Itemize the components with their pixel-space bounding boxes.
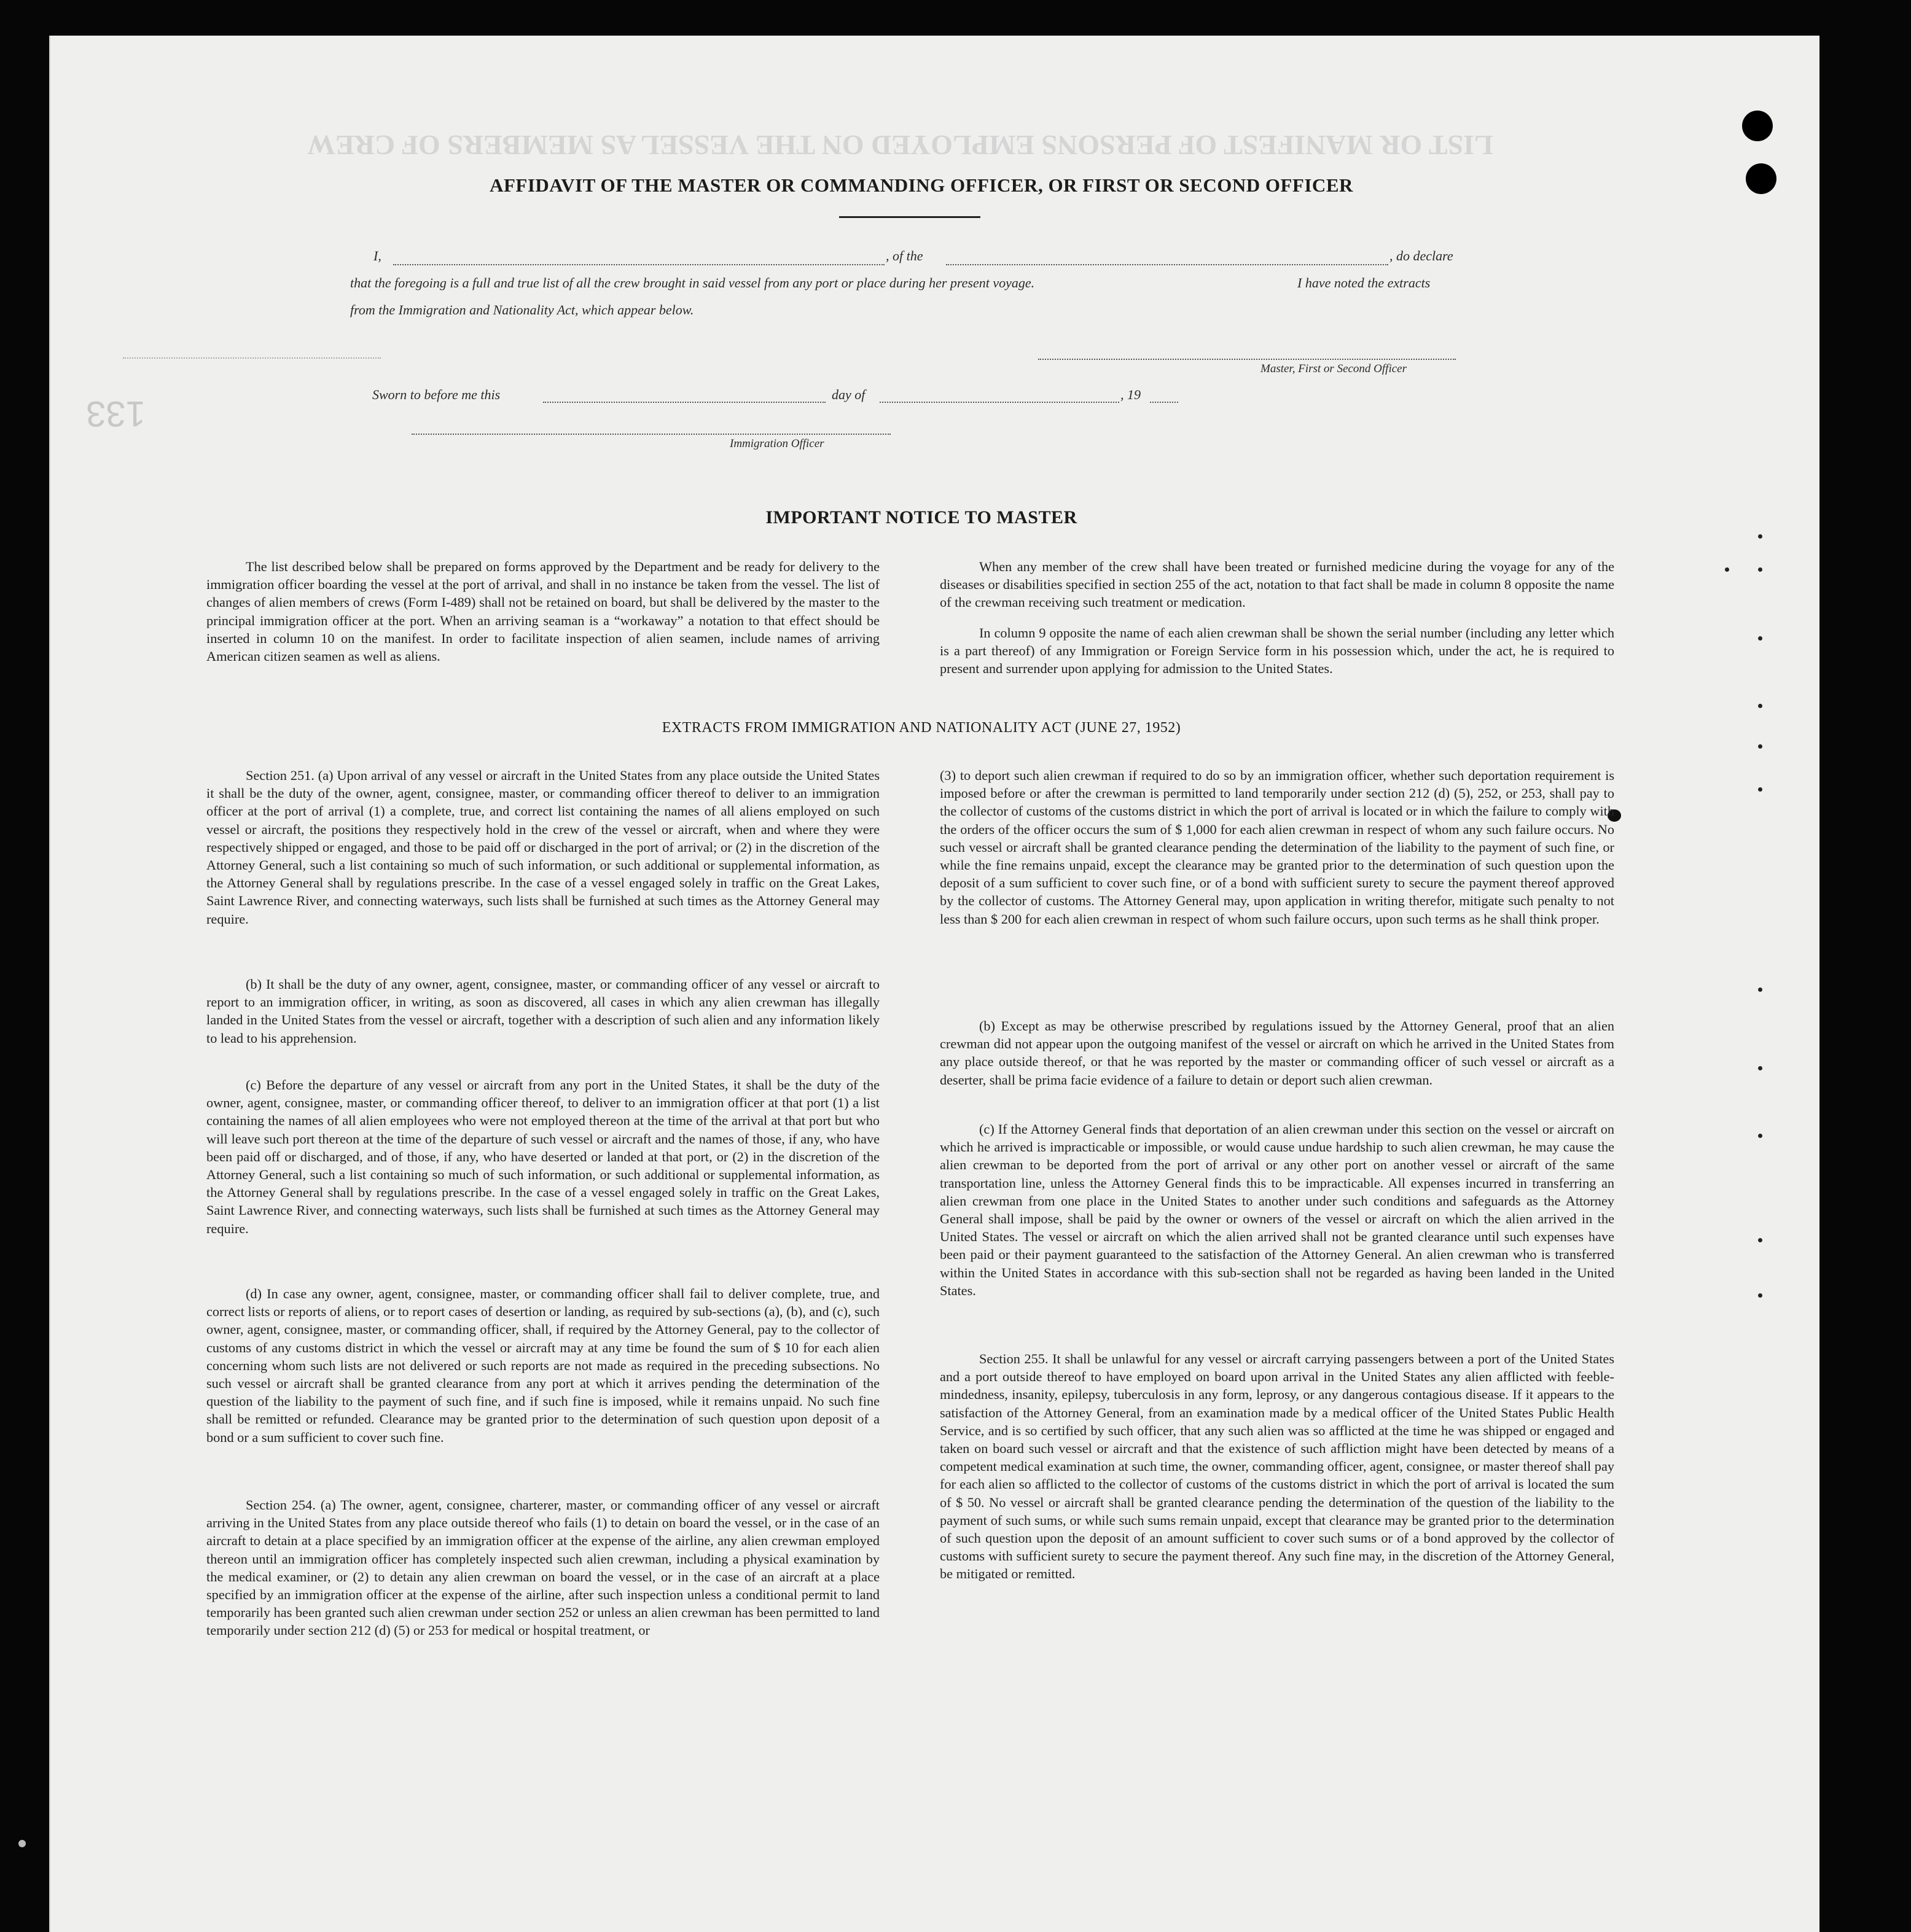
sworn-month-field[interactable] — [880, 402, 1119, 403]
speck — [1725, 567, 1729, 572]
speck — [1758, 1066, 1762, 1070]
sworn-day-field[interactable] — [543, 402, 826, 403]
section-251-d: (d) In case any owner, agent, consignee, master, or commanding officer shall fail to deliver complete, true, and correct lists or reports of aliens, or to report cases of desertion or landing, as required by sub-sections (a), (b), and (c), such owner, agent, consignee, master, or commanding officer, shall, if required by the Attorney General, pay to the collector of customs of any customs district in which the vessel or aircraft may at any time be found the sum of $ 10 for each alien concerning whom such lists are not delivered or such reports are not made as required in the preceding subsections. No such vessel or aircraft shall be granted clearance from any port at which it arrives pending the determination of the question of the liability to the payment of such fine, and if such fine is imposed, while it remains unpaid. No such fine shall be remitted or refunded. Clearance may be granted prior to the determination of such question upon deposit of a bond or a sum sufficient to cover such fine. — [206, 1286, 880, 1445]
punch-hole-top — [1742, 111, 1773, 141]
affidavit-title: AFFIDAVIT OF THE MASTER OR COMMANDING OFFICER, OR FIRST OR SECOND OFFICER — [490, 174, 1353, 196]
extracts-title: EXTRACTS FROM IMMIGRATION AND NATIONALITY ACT (JUNE 27, 1952) — [662, 720, 1181, 736]
speck — [1758, 567, 1762, 572]
speck — [1758, 1238, 1762, 1242]
title-underline — [839, 216, 980, 218]
notice-right-paragraph-2: In column 9 opposite the name of each alien crewman shall be shown the serial number (including any letter which is a part thereof) of any Immigration or Foreign Service form in his possession which, under the act, he is required to present and surrender upon applying for admission to the United States. — [940, 625, 1614, 677]
section-251-c: (c) Before the departure of any vessel or aircraft from any port in the United States, it shall be the duty of the owner, agent, consignee, master, or commanding officer thereof, to deliver to an immigration officer at that port (1) a list containing the names of all alien employees who were not employed thereon at the time of the arrival at that port but who will leave such port thereon at the time of the departure of such vessel or aircraft and the names of those, if any, who have been paid off or discharged, and of those, if any, who have deserted or landed at that port, or (2) in the discretion of the Attorney General, such a list containing so much of such information, or such additional or supplemental information, as the Attorney General shall by regulations prescribe. In the case of a vessel engaged solely in traffic on the Great Lakes, Saint Lawrence River, and connecting waterways, such lists shall be furnished at such times as the Attorney General may require. — [206, 1077, 880, 1236]
speck — [1758, 744, 1762, 749]
year-label: , 19 — [1120, 387, 1141, 402]
sworn-year-field[interactable] — [1150, 402, 1178, 403]
affidavit-line-3: from the Immigration and Nationality Act, which appear below. — [350, 302, 694, 317]
sworn-label: Sworn to before me this — [372, 387, 501, 402]
section-251-b: (b) It shall be the duty of any owner, agent, consignee, master, or commanding officer of any vessel or aircraft to report to an immigration officer, in writing, as soon as discovered, all cases in which any alien crewman has illegally landed in the United States from the vessel or aircraft, together with a description of such alien and any information likely to lead to his apprehension. — [206, 976, 880, 1046]
vessel-field[interactable] — [946, 264, 1388, 265]
speck — [1758, 636, 1762, 641]
affidavit-line-2b: I have noted the extracts — [1297, 275, 1431, 290]
section-255: Section 255. It shall be unlawful for any vessel or aircraft carrying passengers between a port of the United States and a port outside thereof to have employed on board upon arrival in the United States any alien afflicted with feeble-mindedness, insanity, epilepsy, tuberculosis in any form, leprosy, or any dangerous contagious disease. If it appears to the satisfaction of the Attorney General, from an examination made by a medical officer of the United States Public Health Service, and is so certified by such officer, that any such alien was so afflicted at the time he was shipped or engaged and taken on board such vessel or aircraft and that the existence of such affliction might have been detected by means of a competent medical examination at such time, the owner, commanding officer, agent, consignee, or master thereof shall pay for each alien so afflicted to the collector of customs of the customs district in which the port of arrival is located the sum of $ 50. No vessel or aircraft shall be granted clearance pending the determination of the question of the liability to the payment of such sums, or while such sums remain unpaid, except that clearance may be granted prior to the determination of such question upon the deposit of an amount sufficient to cover such sums or of a bond approved by the collector of customs with sufficient surety to secure the payment thereof. Any such fine may, in the discretion of the Attorney General, be mitigated or remitted. — [940, 1351, 1614, 1582]
notice-right-paragraph-1: When any member of the crew shall have been treated or furnished medicine during the voyage for any of the diseases or disabilities specified in section 255 of the act, notation to that fact shall be made in column 8 opposite the name of the crewman receiving such treatment or medication. — [940, 559, 1614, 610]
officer-signature-label: Immigration Officer — [730, 437, 824, 450]
notice-left-paragraph: The list described below shall be prepared on forms approved by the Department and be ready for delivery to the immigration officer boarding the vessel at the port of arrival, and shall in no instance be taken from the vessel. The list of changes of alien members of crews (Form I-489) shall not be retained on board, but shall be delivered by the master to the principal immigration officer at the port. When an arriving seaman is a “workaway” a notation to that effect should be inserted in column 10 on the manifest. In order to facilitate inspection of alien seamen, include names of arriving American citizen seamen as well as aliens. — [206, 559, 880, 664]
master-signature-field[interactable] — [1038, 359, 1456, 360]
i-label: I, — [373, 248, 381, 263]
notice-title: IMPORTANT NOTICE TO MASTER — [765, 507, 1077, 528]
punch-hole-bottom — [1746, 163, 1776, 194]
section-251-a: Section 251. (a) Upon arrival of any vessel or aircraft in the United States from any place outside the United States it shall be the duty of the owner, agent, consignee, master, or commanding officer thereof to deliver to an immigration officer at the port of arrival (1) a complete, true, and correct list containing the names of all aliens employed on such vessel or aircraft, the positions they respectively hold in the crew of the vessel or aircraft, when and where they were respectively shipped or engaged, and those to be paid off or discharged in the port of arrival; or (2) in the discretion of the Attorney General, such a list containing so much of such information, or such additional or supplemental information, as the Attorney General shall by regulations prescribe. In the case of a vessel engaged solely in traffic on the Great Lakes, Saint Lawrence River, and connecting waterways, such lists shall be furnished at such times as the Attorney General may require. — [206, 768, 880, 927]
day-of-label: day of — [832, 387, 866, 402]
section-254-a: Section 254. (a) The owner, agent, consignee, charterer, master, or commanding officer of any vessel or aircraft arriving in the United States from any place outside thereof who fails (1) to detain on board the vessel, or in the case of an aircraft to detain at a place specified by an immigration officer at the expense of the airline, any alien crewman employed thereon until an immigration officer has completely inspected such alien crewman, including a physical examination by the medical examiner, or (2) to detain any alien crewman on board the vessel, or in the case of an aircraft at a place specified by an immigration officer at the expense of the airline, after such inspection unless a conditional permit to land temporarily has been granted such alien crewman under section 252 or unless an alien crewman has been permitted to land temporarily under section 212 (d) (5) or 253 for medical or hospital treatment, or — [206, 1497, 880, 1638]
separator-dotted — [123, 357, 381, 359]
speck — [1758, 704, 1762, 708]
officer-signature-field[interactable] — [412, 434, 891, 435]
bleed-through-heading: LIST OR MANIFEST OF PERSONS EMPLOYED ON THE VESSEL AS MEMBERS OF CREW — [307, 130, 1493, 161]
affidavit-line-2: that the foregoing is a full and true list of all the crew brought in said vessel from any port or place during her present voyage. — [350, 275, 1035, 290]
of-the-label: , of the — [886, 248, 923, 263]
speck — [1758, 787, 1762, 792]
do-declare-label: , do declare — [1389, 248, 1453, 263]
section-254-c: (c) If the Attorney General finds that deportation of an alien crewman under this section on the vessel or aircraft on which he arrived is impracticable or impossible, or would cause undue hardship to such alien crewman, he may cause the alien crewman to be deported from the port of arrival or any other port on another vessel or aircraft of the same transportation line, unless the Attorney General finds this to be impracticable. All expenses incurred in transferring an alien crewman from one place in the United States to another under such conditions and safeguards as the Attorney General shall impose, shall be paid by the owner or owners of the vessel or aircraft on which the alien arrived in the United States. The vessel or aircraft on which the alien arrived shall not be granted clearance until such expenses have been paid or their payment guaranteed to the satisfaction of the Attorney General. An alien crewman who is transferred within the United States in accordance with this sub-section shall not be regarded as having been landed in the United States. — [940, 1121, 1614, 1298]
speck — [1758, 1293, 1762, 1298]
speck — [1758, 987, 1762, 992]
section-254-b: (b) Except as may be otherwise prescribed by regulations issued by the Attorney General, proof that an alien crewman did not appear upon the outgoing manifest of the vessel or aircraft on which he arrived in the United States from any place outside thereof, or that he was reported by the master or commanding officer of such vessel or aircraft as a deserter, shall be prima facie evidence of a failure to detain or deport such alien crewman. — [940, 1018, 1614, 1088]
master-signature-label: Master, First or Second Officer — [1260, 362, 1407, 375]
speck — [18, 1840, 26, 1847]
name-field[interactable] — [393, 264, 885, 265]
section-254-a-continued: (3) to deport such alien crewman if required to do so by an immigration officer, whether such deportation requirement is imposed before or after the crewman is permitted to land temporarily under section 212 (d) (5), 252, or 253, shall pay to the collector of customs of the customs district in which the port of arrival is located or in which the failure to comply with the orders of the officer occurs the sum of $ 1,000 for each alien crewman in respect of whom any such failure occurs. No such vessel or aircraft shall be granted clearance pending the determination of the liability to the payment of such fine, or while the fine remains unpaid, except the clearance may be granted prior to the determination of such question upon the deposit of a sum sufficient to cover such fine, or of a bond with sufficient surety to secure the payment thereof approved by the collector of customs. The Attorney General may, upon application in writing therefor, mitigate such penalty to not less than $ 200 for each alien crewman in respect of whom such failure occurs, upon such terms as he shall think proper. — [940, 768, 1614, 927]
bleed-through-page-number: 133 — [86, 394, 146, 434]
speck — [1758, 1134, 1762, 1138]
speck — [1758, 534, 1762, 539]
